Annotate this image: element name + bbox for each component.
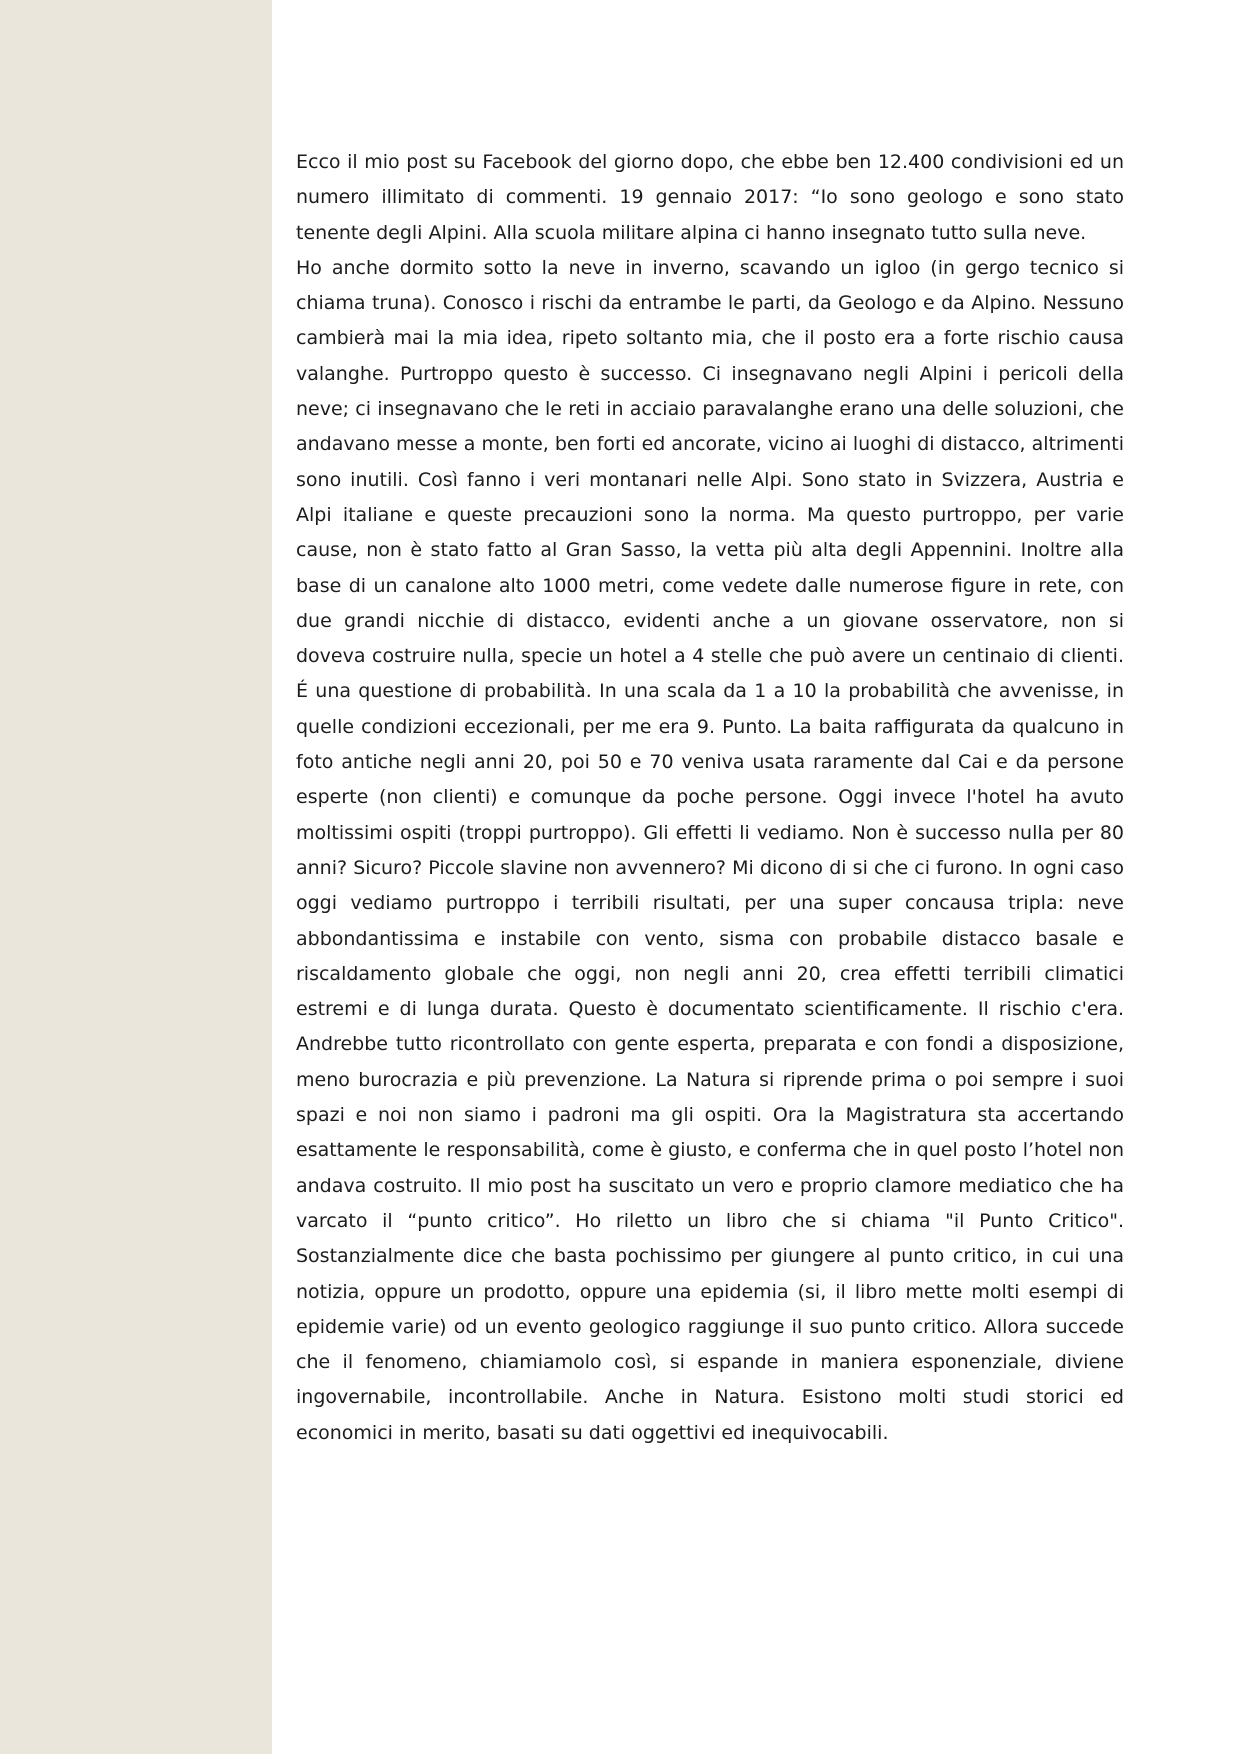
paragraph-main: Ho anche dormito sotto la neve in inverno, scavando un igloo (in gergo tecnico si chiama truna). Conosco i rischi da entrambe le parti, da Geologo e da Alpino. Nessuno cambierà mai la mia idea, ripeto soltanto mia, che il posto era a forte rischio causa valanghe. Purtroppo questo è successo. Ci insegnavano negli Alpini i pericoli della neve; ci insegnavano che le reti in acciaio paravalanghe erano una delle soluzioni, che andavano messe a monte, ben forti ed ancorate, vicino ai luoghi di distacco, altrimenti sono inutili. Così fanno i veri montanari nelle Alpi. Sono stato in Svizzera, Austria e Alpi italiane e queste precauzioni sono la norma. Ma questo purtroppo, per varie cause, non è stato fatto al Gran Sasso, la vetta più alta degli Appennini. Inoltre alla base di un canalone alto 1000 metri, come vedete dalle numerose figure in rete, con due grandi nicchie di distacco, evidenti anche a un giovane osservatore, non si doveva costruire nulla, specie un hotel a 4 stelle che può avere un centinaio di clienti. É una questione di probabilità. In una scala da 1 a 10 la probabilità che avvenisse, in quelle condizioni eccezionali, per me era 9. Punto. La baita raffigurata da qualcuno in foto antiche negli anni 20, poi 50 e 70 veniva usata raramente dal Cai e da persone esperte (non clienti) e comunque da poche persone. Oggi invece l'hotel ha avuto moltissimi ospiti (troppi purtroppo). Gli effetti li vediamo. Non è successo nulla per 80 anni? Sicuro? Piccole slavine non avvennero? Mi dicono di si che ci furono. In ogni caso oggi vediamo purtroppo i terribili risultati, per una super concausa tripla: neve abbondantissima e instabile con vento, sisma con probabile distacco basale e riscaldamento globale che oggi, non negli anni 20, crea effetti terribili climatici estremi e di lunga durata. Questo è documentato scientificamente. Il rischio c'era. Andrebbe tutto ricontrollato con gente esperta, preparata e con fondi a disposizione, meno burocrazia e più prevenzione. La Natura si riprende prima o poi sempre i suoi spazi e noi non siamo i padroni ma gli ospiti. Ora la Magistratura sta accertando esattamente le responsabilità, come è giusto, e conferma che in quel posto l’hotel non andava costruito. Il mio post ha suscitato un vero e proprio clamore mediatico che ha varcato il “punto critico”. Ho riletto un libro che si chiama "il Punto Critico". Sostanzialmente dice che basta pochissimo per giungere al punto critico, in cui una notizia, oppure un prodotto, oppure una epidemia (si, il libro mette molti esempi di epidemie varie) od un evento geologico raggiunge il suo punto critico. Allora succede che il fenomeno, chiamiamolo così, si espande in maniera esponenziale, diviene ingovernabile, incontrollabile. Anche in Natura. Esistono molti studi storici ed economici in merito, basati su dati oggettivi ed inequivocabili. — [296, 256, 1124, 1444]
paragraph-intro: Ecco il mio post su Facebook del giorno dopo, che ebbe ben 12.400 condivisioni ed un numero illimitato di commenti. 19 gennaio 2017: “Io sono geologo e sono stato tenente degli Alpini. Alla scuola militare alpina ci hanno insegnato tutto sulla neve. — [296, 151, 1124, 244]
body-text — [296, 145, 1124, 1451]
page-side-band — [0, 0, 272, 1754]
